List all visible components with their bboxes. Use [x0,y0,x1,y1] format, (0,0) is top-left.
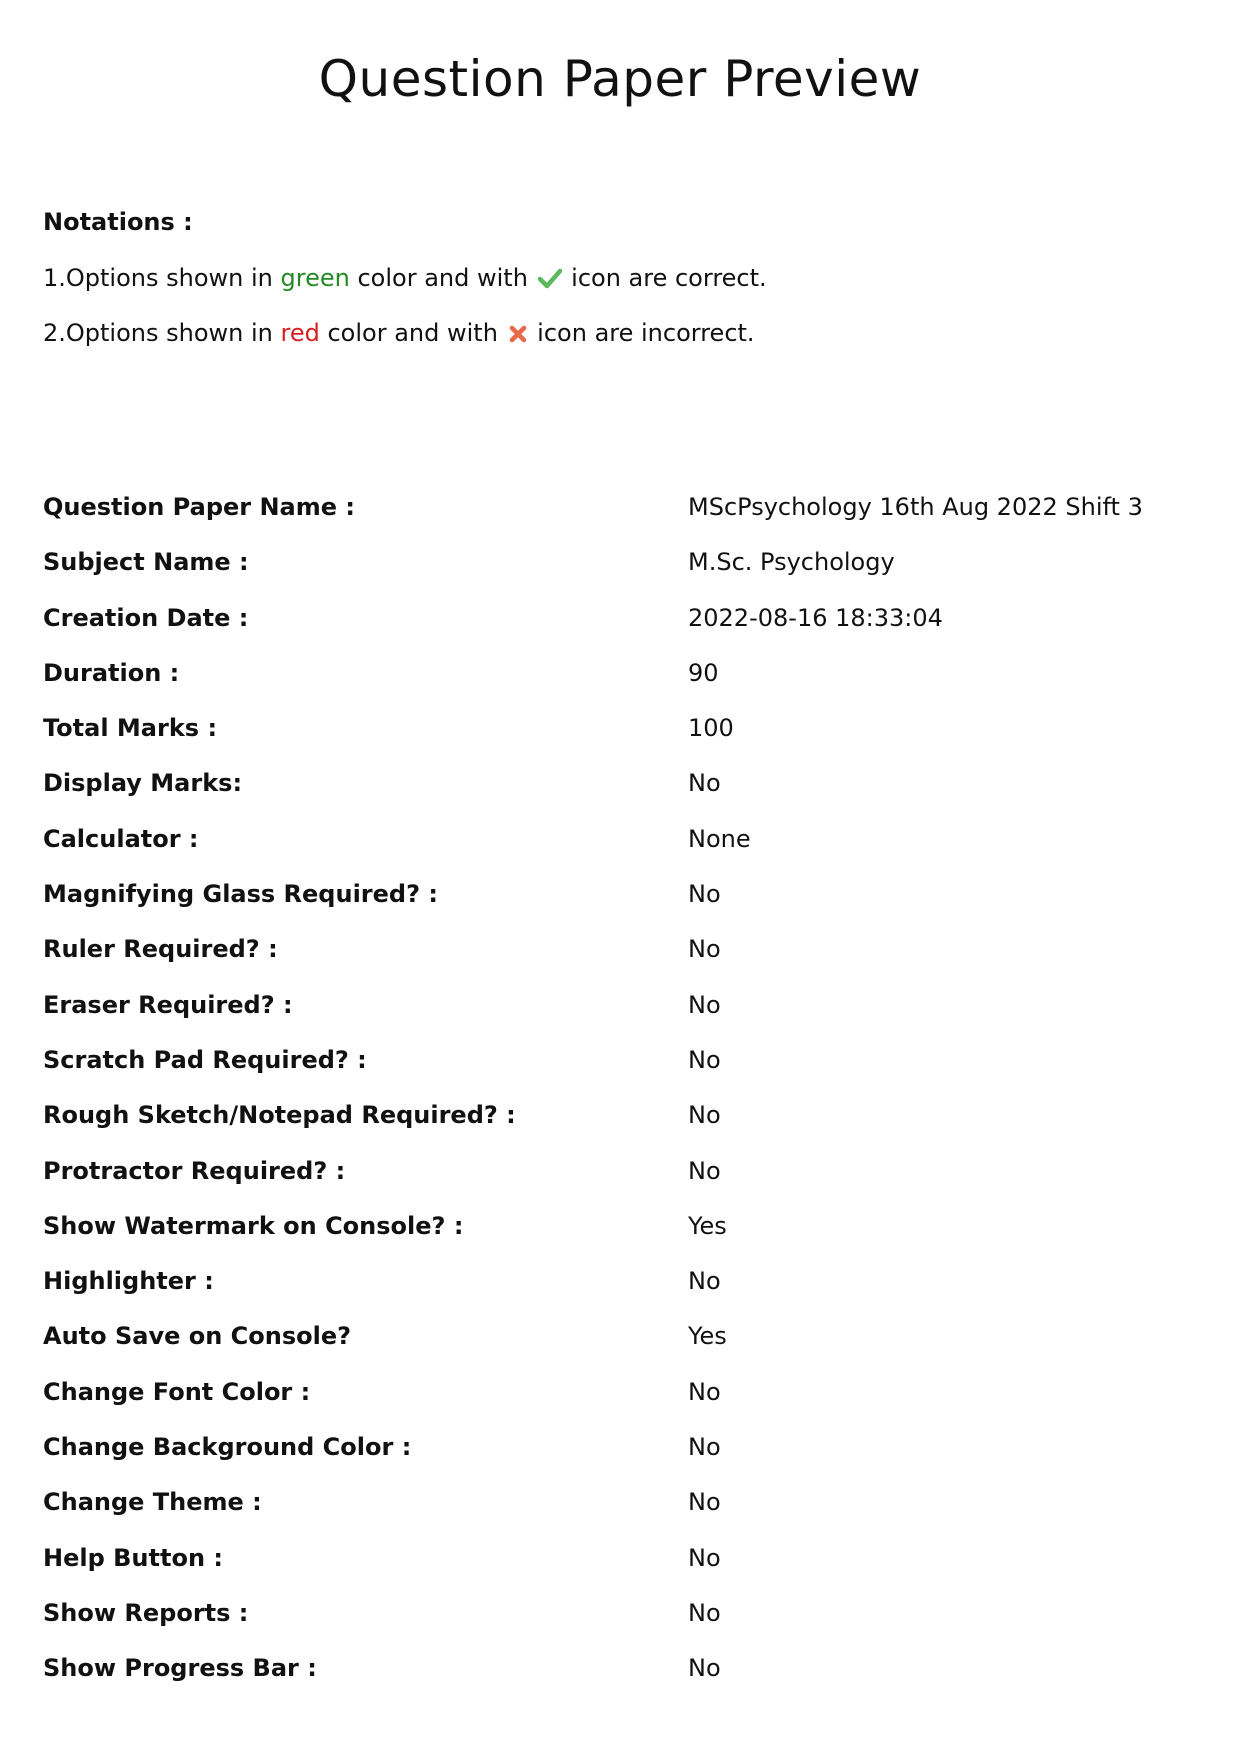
detail-value: No [688,1488,721,1517]
detail-row [43,988,1203,1043]
paper-details-table [43,490,1203,1707]
detail-label: Creation Date : [43,603,249,632]
detail-label: Total Marks : [43,714,218,743]
detail-row [43,1319,1203,1374]
notation-incorrect [43,316,1193,350]
detail-label: Question Paper Name : [43,493,355,521]
notation-correct-suffix: icon are correct. [563,264,767,292]
detail-label: Magnifying Glass Required? : [43,880,438,909]
detail-value: No [688,880,721,909]
notation-correct-color-word: green [280,264,350,292]
detail-value: No [688,769,721,798]
detail-row [43,1098,1203,1153]
detail-row [43,766,1203,821]
detail-value: No [688,935,721,964]
detail-label: Change Theme : [43,1488,262,1517]
notation-incorrect-prefix: 2.Options shown in [43,319,281,347]
detail-value: No [688,1598,721,1627]
detail-label: Change Background Color : [43,1433,412,1462]
detail-value: Yes [688,1322,727,1351]
check-icon [538,264,562,298]
notation-incorrect-middle: color and with [319,319,506,347]
cross-icon [508,319,528,353]
detail-value: No [688,1433,721,1462]
notation-correct-prefix: 1.Options shown in [43,264,281,292]
detail-label: Protractor Required? : [43,1156,346,1185]
detail-row [43,601,1203,656]
detail-row [43,822,1203,877]
detail-value: 100 [688,714,734,743]
detail-label: Auto Save on Console? [43,1322,352,1351]
notation-correct [43,261,1193,295]
notation-correct-middle: color and with [349,264,536,292]
detail-row [43,1485,1203,1540]
detail-label: Change Font Color : [43,1377,311,1406]
detail-label: Display Marks: [43,769,243,798]
detail-row [43,1651,1203,1706]
detail-label: Highlighter : [43,1267,214,1296]
page-title: Question Paper Preview [318,50,922,108]
detail-value: No [688,1045,721,1074]
notation-incorrect-color-word: red [280,319,320,347]
detail-row [43,1209,1203,1264]
detail-value: No [688,1156,721,1185]
notations-section [43,205,1193,371]
detail-row [43,1043,1203,1098]
detail-value: 90 [688,658,719,687]
detail-value: No [688,1377,721,1406]
detail-value: Yes [688,1211,727,1240]
detail-row [43,932,1203,987]
detail-label: Ruler Required? : [43,935,278,964]
detail-label: Show Progress Bar : [43,1654,317,1683]
detail-value: No [688,1101,721,1130]
detail-row [43,1154,1203,1209]
detail-row [43,1430,1203,1485]
detail-row [43,656,1203,711]
detail-value: M.Sc. Psychology [688,548,895,577]
detail-row [43,711,1203,766]
detail-label: Help Button : [43,1543,223,1572]
detail-label: Duration : [43,658,180,687]
detail-value: No [688,1654,721,1683]
detail-label: Scratch Pad Required? : [43,1045,367,1074]
notation-incorrect-suffix: icon are incorrect. [529,319,755,347]
detail-value: 2022-08-16 18:33:04 [688,603,943,632]
detail-value: No [688,1543,721,1572]
detail-label: Eraser Required? : [43,990,293,1019]
detail-value: MScPsychology 16th Aug 2022 Shift 3 [688,493,1143,521]
detail-row [43,1375,1203,1430]
detail-value: None [688,824,751,853]
notations-heading: Notations : [43,208,193,236]
detail-label: Rough Sketch/Notepad Required? : [43,1101,516,1130]
detail-row [43,877,1203,932]
detail-row [43,1596,1203,1651]
detail-value: No [688,990,721,1019]
detail-label: Calculator : [43,824,199,853]
detail-label: Show Reports : [43,1598,249,1627]
detail-label: Subject Name : [43,548,249,577]
detail-row [43,490,1203,545]
detail-value: No [688,1267,721,1296]
detail-row [43,1264,1203,1319]
detail-row [43,545,1203,600]
detail-label: Show Watermark on Console? : [43,1211,464,1240]
detail-row [43,1541,1203,1596]
